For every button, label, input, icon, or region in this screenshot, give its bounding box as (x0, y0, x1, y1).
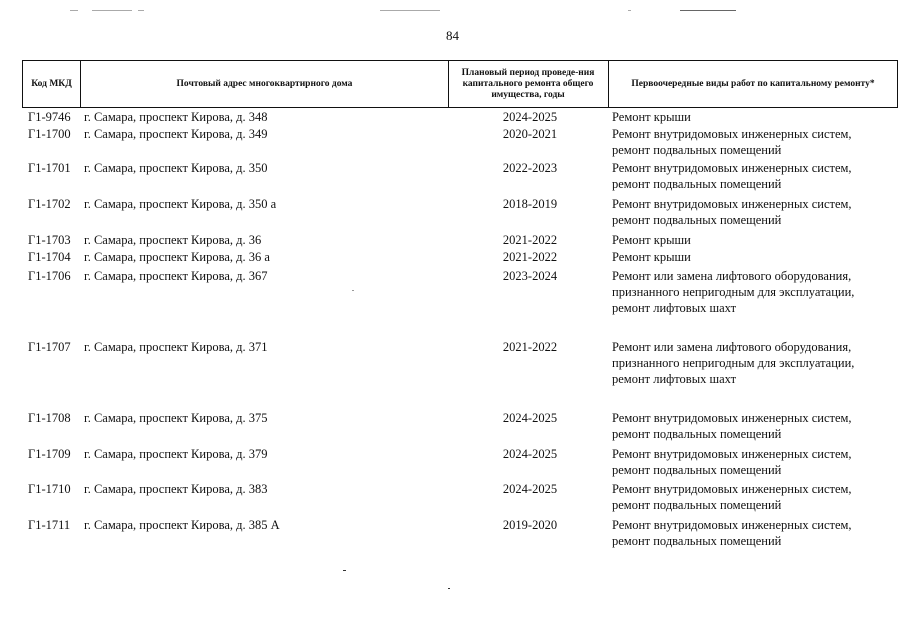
row-code: Г1-1701 (28, 161, 71, 175)
row-code: Г1-1706 (28, 269, 71, 283)
row-works (612, 232, 897, 248)
row-work-line: Ремонт внутридомовых инженерных систем, (612, 518, 852, 532)
page-number: 84 (446, 28, 459, 43)
row-works (612, 160, 897, 192)
row-works (612, 249, 897, 265)
row-work-line: ремонт лифтовых шахт (612, 372, 737, 386)
row-code: Г1-1710 (28, 482, 71, 496)
row-work-line: ремонт подвальных помещений (612, 427, 782, 441)
row-code: Г1-9746 (28, 110, 71, 124)
row-work-line: Ремонт внутридомовых инженерных систем, (612, 447, 852, 461)
row-work-line: ремонт подвальных помещений (612, 143, 782, 157)
row-period: 2022-2023 (502, 161, 558, 175)
row-work-line: ремонт подвальных помещений (612, 463, 782, 477)
column-divider (608, 60, 609, 108)
row-works (612, 196, 897, 228)
row-period: 2023-2024 (502, 269, 558, 283)
header-address: Почтовый адрес многоквартирного дома (176, 78, 353, 89)
row-address: г. Самара, проспект Кирова, д. 350 (84, 161, 268, 175)
row-code: Г1-1704 (28, 250, 71, 264)
row-address: г. Самара, проспект Кирова, д. 36 (84, 233, 262, 247)
row-work-line: Ремонт внутридомовых инженерных систем, (612, 482, 852, 496)
row-period: 2019-2020 (502, 518, 558, 532)
row-work-line: ремонт лифтовых шахт (612, 301, 737, 315)
row-work-line: Ремонт внутридомовых инженерных систем, (612, 411, 852, 425)
row-works (612, 109, 897, 125)
scan-speck (343, 570, 346, 571)
row-address: г. Самара, проспект Кирова, д. 371 (84, 340, 268, 354)
row-work-line: Ремонт крыши (612, 110, 691, 124)
row-address: г. Самара, проспект Кирова, д. 348 (84, 110, 268, 124)
column-divider (897, 60, 898, 108)
row-code: Г1-1703 (28, 233, 71, 247)
row-work-line: Ремонт внутридомовых инженерных систем, (612, 161, 852, 175)
row-period: 2024-2025 (502, 411, 558, 425)
row-period: 2021-2022 (502, 250, 558, 264)
row-work-line: признанного непригодным для эксплуатации, (612, 356, 855, 370)
header-works: Первоочередные виды работ по капитальному ремонту* (631, 78, 875, 89)
scan-header-marks (0, 10, 905, 14)
row-work-line: Ремонт крыши (612, 233, 691, 247)
row-work-line: Ремонт или замена лифтового оборудования, (612, 340, 852, 354)
header-period: Плановый период проведе-ния капитального ремонта общего имущества, годы (461, 67, 595, 100)
row-work-line: Ремонт или замена лифтового оборудования, (612, 269, 852, 283)
row-period: 2024-2025 (502, 110, 558, 124)
row-work-line: ремонт подвальных помещений (612, 498, 782, 512)
row-works (612, 446, 897, 478)
scan-speck (352, 290, 354, 291)
row-code: Г1-1709 (28, 447, 71, 461)
row-works (612, 481, 897, 513)
row-works (612, 517, 897, 549)
row-work-line: ремонт подвальных помещений (612, 213, 782, 227)
row-address: г. Самара, проспект Кирова, д. 375 (84, 411, 268, 425)
row-period: 2021-2022 (502, 233, 558, 247)
row-code: Г1-1708 (28, 411, 71, 425)
row-work-line: признанного непригодным для эксплуатации, (612, 285, 855, 299)
row-code: Г1-1700 (28, 127, 71, 141)
row-address: г. Самара, проспект Кирова, д. 36 а (84, 250, 270, 264)
row-period: 2024-2025 (502, 447, 558, 461)
row-period: 2021-2022 (502, 340, 558, 354)
row-period: 2018-2019 (502, 197, 558, 211)
row-works (612, 410, 897, 442)
row-work-line: ремонт подвальных помещений (612, 534, 782, 548)
row-address: г. Самара, проспект Кирова, д. 379 (84, 447, 268, 461)
row-works (612, 126, 897, 158)
row-works (612, 339, 897, 387)
row-address: г. Самара, проспект Кирова, д. 349 (84, 127, 268, 141)
row-code: Г1-1702 (28, 197, 71, 211)
row-code: Г1-1711 (28, 518, 71, 532)
row-period: 2020-2021 (502, 127, 558, 141)
row-address: г. Самара, проспект Кирова, д. 385 А (84, 518, 280, 532)
row-work-line: Ремонт внутридомовых инженерных систем, (612, 197, 852, 211)
row-address: г. Самара, проспект Кирова, д. 383 (84, 482, 268, 496)
header-code: Код МКД (31, 78, 72, 89)
table-header-bottom-rule (22, 107, 898, 108)
row-code: Г1-1707 (28, 340, 71, 354)
row-period: 2024-2025 (502, 482, 558, 496)
row-work-line: Ремонт внутридомовых инженерных систем, (612, 127, 852, 141)
row-works (612, 268, 897, 316)
row-address: г. Самара, проспект Кирова, д. 367 (84, 269, 268, 283)
row-work-line: Ремонт крыши (612, 250, 691, 264)
scan-speck (448, 588, 450, 589)
row-address: г. Самара, проспект Кирова, д. 350 а (84, 197, 277, 211)
column-divider (448, 60, 449, 108)
row-work-line: ремонт подвальных помещений (612, 177, 782, 191)
